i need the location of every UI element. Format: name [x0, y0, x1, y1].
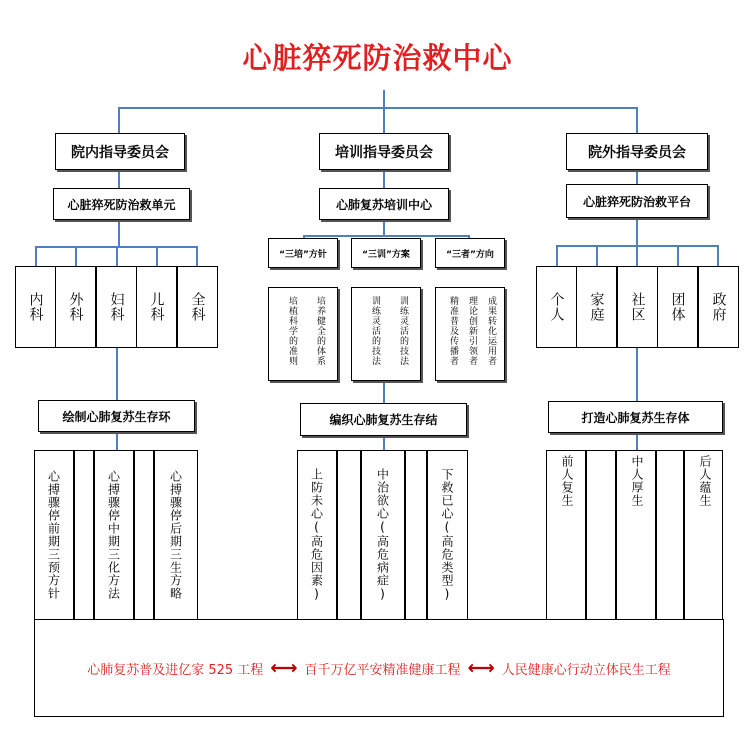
dept-cell: 儿科 [136, 266, 177, 348]
left-gap [74, 450, 94, 620]
right-col-text: 后人蕴生 [698, 455, 712, 507]
bottom-item: 心肺复苏普及进亿家 525 工程 [87, 662, 264, 678]
right-gap [586, 450, 616, 620]
ring-box: 绘制心肺复苏生存环 [38, 400, 195, 432]
left-gap [134, 450, 154, 620]
dept-cell: 外科 [55, 266, 96, 348]
middle-col: 中治欲心(高危病症) [361, 450, 405, 620]
bottom-item: 人民健康心行动立体民生工程 [501, 662, 671, 678]
unit-outer: 心脏猝死防治救平台 [566, 184, 708, 218]
right-col [684, 450, 723, 620]
committee-inner: 院内指导委员会 [55, 133, 185, 170]
dept-cell: 内科 [15, 266, 56, 348]
unit-training: 心肺复苏培训中心 [319, 188, 449, 220]
right-col-text: 中人厚生 [630, 455, 644, 507]
role-cell: 社区 [617, 266, 658, 348]
left-col: 心搏骤停前期三预方针 [34, 450, 74, 620]
arrow-icon: ⟷ [270, 657, 298, 679]
text-col: 精准普及传播者 [448, 296, 458, 366]
role-cell: 家庭 [576, 266, 617, 348]
right-col [546, 450, 586, 620]
text-col: 训练灵活的技法 [370, 296, 380, 366]
dept-cell: 全科 [177, 266, 218, 348]
right-col [616, 450, 656, 620]
right-gap [656, 450, 684, 620]
left-col: 心搏骤停后期三生方略 [154, 450, 198, 620]
unit-inner: 心脏猝死防治救单元 [53, 188, 190, 220]
middle-gap [405, 450, 427, 620]
committee-training: 培训指导委员会 [319, 133, 449, 170]
text-col: 训练灵活的技法 [398, 296, 408, 366]
middle-col: 上防未心(高危因素) [297, 450, 337, 620]
text-col: 培植科学的准则 [287, 296, 297, 366]
committee-outer: 院外指导委员会 [566, 133, 708, 170]
body-box: 打造心肺复苏生存体 [548, 401, 723, 433]
text-block-pei [268, 287, 338, 381]
text-col: 成果转化运用者 [486, 296, 496, 366]
text-col: 培养健全的体系 [315, 296, 325, 366]
tag-sanxun: “三训”方案 [351, 238, 421, 268]
middle-gap [337, 450, 361, 620]
bottom-item: 百千万亿平安精准健康工程 [304, 662, 461, 678]
chain-box: 编织心肺复苏生存结 [300, 403, 467, 436]
tag-sanzhe: “三者”方向 [435, 238, 505, 268]
text-block-zhe [435, 287, 505, 381]
role-cell: 政府 [698, 266, 739, 348]
arrow-icon: ⟷ [467, 657, 495, 679]
text-col: 理论创新引领者 [467, 296, 477, 366]
right-col-text: 前人复生 [560, 455, 574, 507]
page-title: 心脏猝死防治救中心 [242, 41, 513, 75]
role-cell: 个人 [536, 266, 577, 348]
text-block-xun [351, 287, 421, 381]
role-cell: 团体 [657, 266, 698, 348]
dept-cell: 妇科 [96, 266, 137, 348]
left-col: 心搏骤停中期三化方法 [94, 450, 134, 620]
bottom-bar [34, 619, 724, 717]
tag-sanpei: “三培”方针 [268, 238, 338, 268]
middle-col: 下救已心(高危类型) [427, 450, 468, 620]
